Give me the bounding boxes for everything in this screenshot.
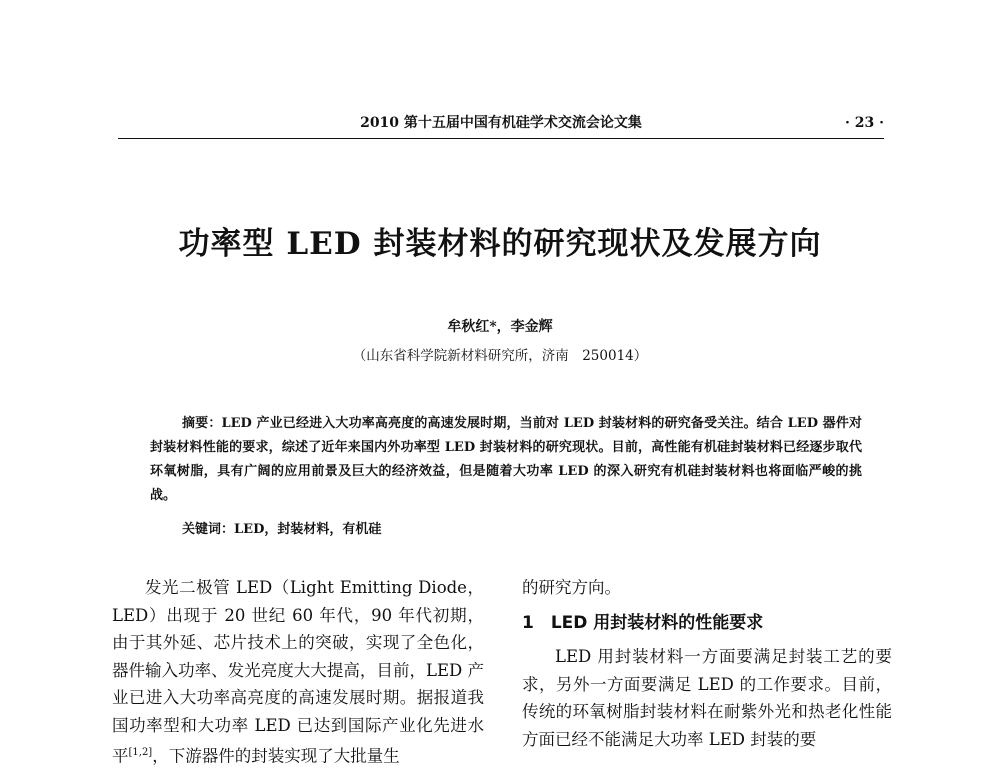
section-heading: 1 LED 用封装材料的性能要求	[522, 612, 764, 633]
body-column-left	[112, 574, 484, 770]
keywords-text: LED，封装材料，有机硅	[234, 522, 382, 537]
page-number: · 23 ·	[845, 115, 884, 131]
intro-text: 发光二极管 LED（Light Emitting Diode，LED）出现于 20 世纪 60 年代，90 年代初期，由于其外延、芯片技术上的突破，实现了全色化，器件输入功率、发光亮度大大提高，目前，LED 产业已进入大功率高亮度的高速发展时期。据报道我国功率型和大功率 LED 已达到国际产业化先进水平	[112, 578, 484, 766]
keywords	[182, 518, 381, 537]
abstract	[150, 412, 862, 508]
authors: 牟秋红*，李金辉	[447, 319, 553, 335]
intro-text-cont: ，下游器件的封装实现了大批量生	[152, 746, 400, 766]
affiliation: （山东省科学院新材料研究所，济南 250014）	[352, 348, 648, 364]
continued-text: 的研究方向。	[522, 578, 621, 597]
running-header	[118, 112, 884, 134]
abstract-text: LED 产业已经进入大功率高亮度的高速发展时期，当前对 LED 封装材料的研究备受关注。结合 LED 器件对封装材料性能的要求，综述了近年来国内外功率型 LED 封装材料的研究现状。目前，高性能有机硅封装材料已经逐步取代环氧树脂，具有广阔的应用前景及巨大的经济效益，但是随着大功率 LED 的深入研究有机硅封装材料也将面临严峻的挑战。	[150, 416, 862, 503]
header-rule	[118, 138, 884, 139]
citation: [1,2]	[128, 747, 153, 758]
body-column-right	[522, 574, 892, 753]
paper-title: 功率型 LED 封装材料的研究现状及发展方向	[178, 226, 822, 262]
section-paragraph: LED 用封装材料一方面要满足封装工艺的要求，另外一方面要满足 LED 的工作要求。目前，传统的环氧树脂封装材料在耐紫外光和热老化性能方面已经不能满足大功率 LED 封装的要	[522, 647, 892, 749]
abstract-label: 摘要：	[182, 416, 222, 431]
intro-paragraph	[112, 574, 484, 770]
journal-title: 2010 第十五届中国有机硅学术交流会论文集	[360, 115, 642, 131]
keywords-label: 关键词：	[182, 522, 235, 537]
